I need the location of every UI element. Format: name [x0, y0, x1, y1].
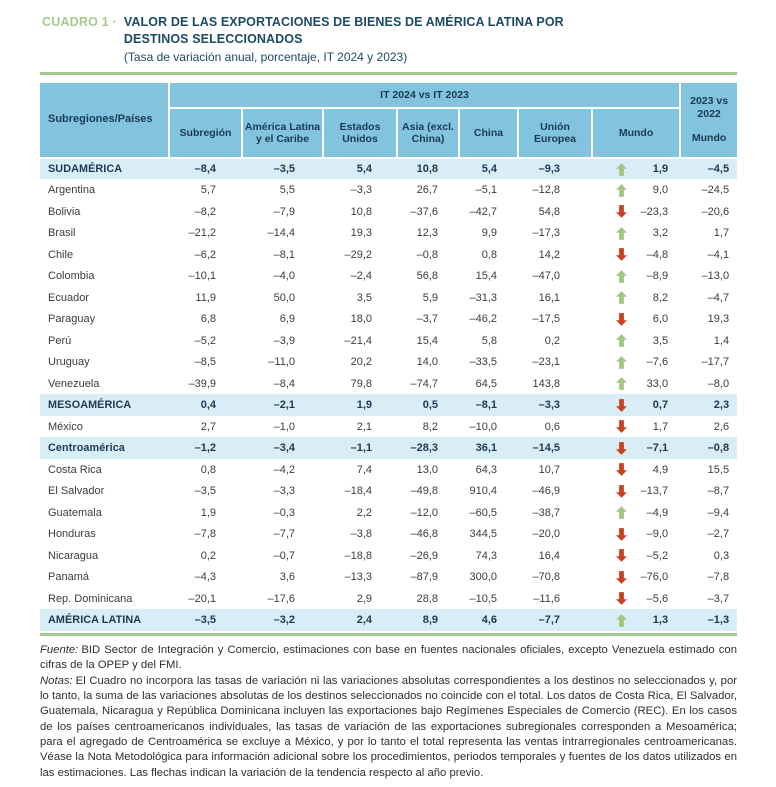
value-cell: –14,5: [532, 442, 560, 455]
value-cell: 20,2: [350, 356, 372, 369]
mundo-cell: [592, 394, 680, 416]
value-cell: 2,7: [200, 420, 216, 433]
value-cell: –18,4: [344, 485, 372, 498]
mundo-cell: [592, 222, 680, 244]
value-cell: 19,3: [350, 227, 372, 240]
value-cell: –21,2: [188, 227, 216, 240]
value-cell: 2,9: [356, 592, 372, 605]
mundo-value: –5,2: [646, 549, 669, 562]
value-cell: 2,1: [356, 420, 372, 433]
value-cell: –7,8: [194, 528, 216, 541]
row-label: Panamá: [48, 571, 89, 584]
value-cell: 18,0: [350, 313, 372, 326]
source-text: BID Sector de Integración y Comercio, estimaciones con base en fuentes nacionales oficiales, excepto Venezuela estimado con cifras de la OPEP y del FMI.: [40, 643, 737, 672]
value-cell: –28,3: [410, 442, 438, 455]
trend-arrow-icon: [616, 528, 627, 541]
value-cell: –17,6: [267, 592, 295, 605]
value-cell: 54,8: [538, 205, 560, 218]
mundo-value: 3,5: [652, 334, 669, 347]
value-cell: –10,1: [188, 270, 216, 283]
row-label: Guatemala: [48, 506, 102, 519]
mundo-prev-cell: 19,3: [707, 313, 730, 326]
value-cell: 2,4: [356, 614, 372, 627]
trend-arrow-icon: [616, 377, 627, 390]
trend-arrow-icon: [616, 270, 627, 283]
value-cell: 8,2: [422, 420, 438, 433]
mundo-prev-cell: –17,7: [701, 356, 730, 369]
mundo-prev-cell: –0,8: [707, 442, 730, 455]
value-cell: –33,5: [469, 356, 497, 369]
value-cell: –37,6: [410, 205, 438, 218]
mundo-prev-cell: –9,4: [707, 506, 730, 519]
value-cell: 9,9: [481, 227, 497, 240]
mundo-prev-cell: –4,7: [707, 291, 730, 304]
value-cell: 5,8: [481, 334, 497, 347]
col-header-asia: Asia (excl. China): [397, 108, 459, 158]
value-cell: –17,5: [532, 313, 560, 326]
value-cell: 36,1: [475, 442, 497, 455]
row-label: Venezuela: [48, 377, 100, 390]
mundo-cell: [592, 244, 680, 266]
value-cell: –70,8: [532, 571, 560, 584]
notes-text: El Cuadro no incorpora las tasas de variación ni las variaciones absolutas correspondientes a los destinos no seleccionados y, por lo tanto, la suma de las variaciones absolutas de los destinos seleccionados no coincide con el total. Los datos de Costa Rica, El Salvador, Guatemala, Nicaragua y República Dominicana incluyen las exportaciones bajo Regímenes Especiales de Comercio (REC). En los casos de los países centroamericanos individuales, las tasas de variación de las exportaciones subregionales corresponden a Mesoamérica; para el agregado de Centroamérica se excluye a México, y por lo tanto el total representa las ventas intrarregionales centroamericanas. Véase la Nota Metodológica para información adicional sobre los procedimientos, periodos temporales y fuentes de los datos utilizados en las estimaciones. Las flechas indican la variación de la tendencia respecto al año previo.: [40, 674, 737, 779]
row-label: Paraguay: [48, 313, 96, 326]
mundo-cell: [592, 158, 680, 180]
value-cell: –47,0: [532, 270, 560, 283]
trend-arrow-icon: [616, 571, 627, 584]
table-row: [40, 545, 737, 567]
table-row: [40, 459, 737, 481]
mundo-cell: [592, 459, 680, 481]
group-header-cell: IT 2024 vs IT 2023: [169, 83, 680, 108]
mundo-value: –7,1: [646, 442, 669, 455]
mundo-prev-cell: 15,5: [707, 463, 730, 476]
source-note: [40, 643, 737, 674]
value-cell: –46,8: [410, 528, 438, 541]
value-cell: 0,8: [481, 248, 497, 261]
bottom-green-rule: [40, 633, 737, 636]
mundo-value: 9,0: [652, 184, 669, 197]
trend-arrow-icon: [616, 248, 627, 261]
value-cell: –26,9: [410, 549, 438, 562]
mundo-value: –76,0: [640, 571, 669, 584]
trend-arrow-icon: [616, 205, 627, 218]
mundo-value: –4,8: [646, 248, 669, 261]
value-cell: 3,5: [356, 291, 372, 304]
mundo-cell: [592, 330, 680, 352]
mundo-value: –23,3: [640, 205, 669, 218]
value-cell: –8,2: [194, 205, 216, 218]
value-cell: –4,2: [273, 463, 295, 476]
trend-arrow-icon: [616, 420, 627, 433]
mundo-value: 8,2: [652, 291, 669, 304]
table-row: [40, 416, 737, 438]
value-cell: –1,1: [350, 442, 372, 455]
row-label: Bolivia: [48, 205, 81, 218]
col-header-subregion: Subregión: [169, 108, 242, 158]
mundo-cell: [592, 351, 680, 373]
table-row: [40, 523, 737, 545]
trend-arrow-icon: [616, 549, 627, 562]
value-cell: 5,5: [279, 184, 295, 197]
page-subtitle: (Tasa de variación anual, porcentaje, IT 2024 y 2023): [123, 49, 408, 64]
trend-arrow-icon: [616, 291, 627, 304]
value-cell: 0,5: [422, 399, 438, 412]
value-cell: 56,8: [416, 270, 438, 283]
mundo-cell: [592, 480, 680, 502]
value-cell: –7,7: [538, 614, 560, 627]
trend-arrow-icon: [616, 313, 627, 326]
value-cell: –18,8: [344, 549, 372, 562]
mundo-prev-cell: –2,7: [707, 528, 730, 541]
table-row: [40, 373, 737, 395]
value-cell: 50,0: [273, 291, 295, 304]
table-row: [40, 244, 737, 266]
table-row: [40, 222, 737, 244]
value-cell: –74,7: [410, 377, 438, 390]
mundo-prev-cell: –8,7: [707, 485, 730, 498]
value-cell: –49,8: [410, 485, 438, 498]
value-cell: 28,8: [416, 592, 438, 605]
trend-arrow-icon: [616, 463, 627, 476]
col-header-mundo: Mundo: [592, 108, 680, 158]
mundo-prev-cell: –4,1: [707, 248, 730, 261]
value-cell: 26,7: [416, 184, 438, 197]
value-cell: 16,4: [538, 549, 560, 562]
value-cell: –3,3: [273, 485, 295, 498]
value-cell: –0,3: [273, 506, 295, 519]
value-cell: 10,8: [416, 163, 438, 176]
value-cell: –8,1: [475, 399, 497, 412]
col-header-china: China: [459, 108, 518, 158]
table-row: [40, 287, 737, 309]
mundo-prev-cell: 1,7: [713, 227, 730, 240]
value-cell: –3,3: [538, 399, 560, 412]
value-cell: 3,6: [279, 571, 295, 584]
mundo-cell: [592, 416, 680, 438]
mundo-cell: [592, 437, 680, 459]
value-cell: 143,8: [532, 377, 560, 390]
value-cell: –0,8: [416, 248, 438, 261]
table-title-block: [42, 14, 737, 65]
value-cell: –2,4: [350, 270, 372, 283]
table-row: [40, 609, 737, 631]
value-cell: 14,2: [538, 248, 560, 261]
value-cell: 79,8: [350, 377, 372, 390]
value-cell: –46,2: [469, 313, 497, 326]
mundo-prev-cell: 1,4: [713, 334, 730, 347]
trend-arrow-icon: [616, 442, 627, 455]
value-cell: –3,9: [273, 334, 295, 347]
value-cell: –4,3: [194, 571, 216, 584]
value-cell: 0,4: [200, 399, 216, 412]
value-cell: 5,9: [422, 291, 438, 304]
mundo-cell: [592, 545, 680, 567]
row-label: Colombia: [48, 270, 95, 283]
value-cell: 7,4: [356, 463, 372, 476]
row-label: Uruguay: [48, 356, 90, 369]
col-header-america-latina: América Latina y el Caribe: [242, 108, 323, 158]
value-cell: 6,8: [200, 313, 216, 326]
value-cell: –5,2: [194, 334, 216, 347]
table-number-label: CUADRO 1 ·: [42, 15, 117, 29]
notes-label: Notas:: [40, 674, 73, 687]
mundo-cell: [592, 588, 680, 610]
mundo-cell: [592, 179, 680, 201]
row-label: Costa Rica: [48, 463, 102, 476]
col-header-estados-unidos: Estados Unidos: [323, 108, 397, 158]
row-label: El Salvador: [48, 485, 105, 498]
value-cell: –3,7: [416, 313, 438, 326]
value-cell: 0,2: [200, 549, 216, 562]
value-cell: –3,5: [273, 163, 295, 176]
table-body: [40, 158, 737, 631]
page-title: VALOR DE LAS EXPORTACIONES DE BIENES DE AMÉRICA LATINA POR DESTINOS SELECCIONADOS: [123, 15, 564, 46]
value-cell: –5,1: [475, 184, 497, 197]
table-row: [40, 588, 737, 610]
value-cell: –1,0: [273, 420, 295, 433]
value-cell: 344,5: [469, 528, 497, 541]
mundo-value: 1,3: [652, 614, 669, 627]
row-header-cell: Subregiones/Países: [40, 83, 169, 158]
value-cell: –2,1: [273, 399, 295, 412]
source-label: Fuente:: [40, 643, 79, 656]
mundo-prev-cell: –8,0: [707, 377, 730, 390]
mundo-prev-cell: –24,5: [701, 184, 730, 197]
mundo-value: –9,0: [646, 528, 669, 541]
table-row: [40, 502, 737, 524]
table-row: [40, 308, 737, 330]
mundo-cell: [592, 566, 680, 588]
value-cell: –20,1: [188, 592, 216, 605]
title-texts: [124, 14, 629, 65]
row-label: Argentina: [48, 184, 96, 197]
mundo-value: –13,7: [640, 485, 669, 498]
table-row: [40, 437, 737, 459]
mundo-value: 1,7: [652, 420, 669, 433]
table-row: [40, 158, 737, 180]
value-cell: 13,0: [416, 463, 438, 476]
value-cell: 2,2: [356, 506, 372, 519]
value-cell: –8,4: [194, 163, 216, 176]
value-cell: –10,0: [469, 420, 497, 433]
table-row: [40, 351, 737, 373]
value-cell: 6,9: [279, 313, 295, 326]
table-row: [40, 265, 737, 287]
mundo-value: 4,9: [652, 463, 669, 476]
value-cell: –12,0: [410, 506, 438, 519]
value-cell: 64,3: [475, 463, 497, 476]
value-cell: 10,8: [350, 205, 372, 218]
notes-note: [40, 674, 737, 782]
value-cell: 300,0: [469, 571, 497, 584]
trend-arrow-icon: [616, 506, 627, 519]
mundo-prev-cell: –1,3: [707, 614, 730, 627]
value-cell: –21,4: [344, 334, 372, 347]
table-row: [40, 179, 737, 201]
value-cell: –11,6: [533, 592, 560, 605]
value-cell: 10,7: [538, 463, 560, 476]
value-cell: –42,7: [469, 205, 497, 218]
value-cell: –4,0: [273, 270, 295, 283]
mundo-value: 1,9: [652, 163, 669, 176]
table-row: [40, 566, 737, 588]
mundo-value: –5,6: [646, 592, 669, 605]
trend-arrow-icon: [616, 184, 627, 197]
value-cell: 5,4: [356, 163, 372, 176]
mundo-cell: [592, 609, 680, 631]
value-cell: –3,8: [350, 528, 372, 541]
value-cell: 1,9: [200, 506, 216, 519]
value-cell: –87,9: [410, 571, 438, 584]
trend-arrow-icon: [616, 399, 627, 412]
prev-year-period: 2023 vs 2022: [690, 95, 729, 120]
trend-arrow-icon: [616, 334, 627, 347]
value-cell: –3,2: [273, 614, 295, 627]
mundo-prev-cell: –3,7: [707, 592, 730, 605]
value-cell: –23,1: [532, 356, 560, 369]
mundo-cell: [592, 523, 680, 545]
value-cell: –9,3: [538, 163, 560, 176]
table-row: [40, 201, 737, 223]
row-label: Perú: [48, 334, 72, 347]
value-cell: 0,6: [544, 420, 560, 433]
value-cell: –10,5: [469, 592, 497, 605]
value-cell: 14,0: [416, 356, 438, 369]
row-label: Brasil: [48, 227, 76, 240]
value-cell: 1,9: [356, 399, 372, 412]
value-cell: –13,3: [344, 571, 372, 584]
row-label: Honduras: [48, 528, 96, 541]
prev-year-scope: Mundo: [691, 132, 727, 145]
table-row: [40, 480, 737, 502]
value-cell: 8,9: [422, 614, 438, 627]
row-label: AMÉRICA LATINA: [48, 614, 142, 627]
value-cell: 74,3: [475, 549, 497, 562]
mundo-value: 3,2: [652, 227, 669, 240]
mundo-value: –4,9: [646, 506, 669, 519]
value-cell: –7,9: [273, 205, 295, 218]
value-cell: –38,7: [532, 506, 560, 519]
value-cell: –3,5: [194, 614, 216, 627]
footnotes: [40, 643, 737, 781]
trend-arrow-icon: [616, 227, 627, 240]
row-label: Centroamérica: [48, 442, 125, 455]
mundo-value: 33,0: [646, 377, 669, 390]
mundo-cell: [592, 265, 680, 287]
mundo-value: 0,7: [652, 399, 669, 412]
value-cell: 5,4: [481, 163, 497, 176]
value-cell: –20,0: [532, 528, 560, 541]
value-cell: 12,3: [416, 227, 438, 240]
mundo-cell: [592, 287, 680, 309]
value-cell: –17,3: [532, 227, 560, 240]
value-cell: –3,4: [273, 442, 295, 455]
mundo-prev-cell: 2,3: [713, 399, 730, 412]
top-green-rule: [40, 72, 737, 75]
value-cell: 16,1: [538, 291, 560, 304]
value-cell: –11,0: [268, 356, 295, 369]
value-cell: –29,2: [344, 248, 372, 261]
mundo-prev-cell: –13,0: [701, 270, 730, 283]
value-cell: –8,4: [273, 377, 295, 390]
trend-arrow-icon: [616, 592, 627, 605]
mundo-value: –7,6: [646, 356, 669, 369]
value-cell: –1,2: [194, 442, 216, 455]
value-cell: 15,4: [475, 270, 497, 283]
row-label: SUDAMÉRICA: [48, 163, 123, 176]
trend-arrow-icon: [616, 485, 627, 498]
value-cell: 0,2: [544, 334, 560, 347]
value-cell: –8,5: [194, 356, 216, 369]
mundo-prev-cell: 2,6: [713, 420, 730, 433]
col-header-union-europea: Unión Europea: [518, 108, 592, 158]
table-row: [40, 330, 737, 352]
value-cell: –39,9: [188, 377, 216, 390]
value-cell: 0,8: [200, 463, 216, 476]
mundo-prev-cell: –20,6: [701, 205, 730, 218]
mundo-value: 6,0: [652, 313, 669, 326]
value-cell: –8,1: [273, 248, 295, 261]
mundo-cell: [592, 308, 680, 330]
exports-table: [40, 83, 737, 631]
value-cell: –46,9: [532, 485, 560, 498]
trend-arrow-icon: [616, 356, 627, 369]
value-cell: –31,3: [469, 291, 497, 304]
prev-year-header-cell: [680, 83, 737, 158]
mundo-cell: [592, 502, 680, 524]
value-cell: 64,5: [475, 377, 497, 390]
mundo-prev-cell: 0,3: [713, 549, 730, 562]
mundo-value: –8,9: [646, 270, 669, 283]
table-row: [40, 394, 737, 416]
value-cell: –3,3: [350, 184, 372, 197]
value-cell: 5,7: [200, 184, 216, 197]
trend-arrow-icon: [616, 614, 627, 627]
value-cell: –0,7: [273, 549, 295, 562]
mundo-cell: [592, 373, 680, 395]
mundo-prev-cell: –7,8: [707, 571, 730, 584]
value-cell: 11,9: [195, 291, 216, 304]
row-label: Chile: [48, 248, 74, 261]
value-cell: –14,4: [267, 227, 295, 240]
value-cell: –3,5: [194, 485, 216, 498]
mundo-cell: [592, 201, 680, 223]
row-label: MESOAMÉRICA: [48, 399, 132, 412]
value-cell: 15,4: [416, 334, 438, 347]
row-label: Ecuador: [48, 291, 89, 304]
value-cell: –7,7: [273, 528, 295, 541]
value-cell: –12,8: [532, 184, 560, 197]
value-cell: –60,5: [469, 506, 497, 519]
mundo-prev-cell: –4,5: [707, 163, 730, 176]
value-cell: 910,4: [469, 485, 497, 498]
trend-arrow-icon: [616, 163, 627, 176]
row-label: Rep. Dominicana: [48, 592, 133, 605]
value-cell: –6,2: [194, 248, 216, 261]
row-label: México: [48, 420, 83, 433]
value-cell: 4,6: [481, 614, 497, 627]
table-header: [40, 83, 737, 158]
row-label: Nicaragua: [48, 549, 99, 562]
